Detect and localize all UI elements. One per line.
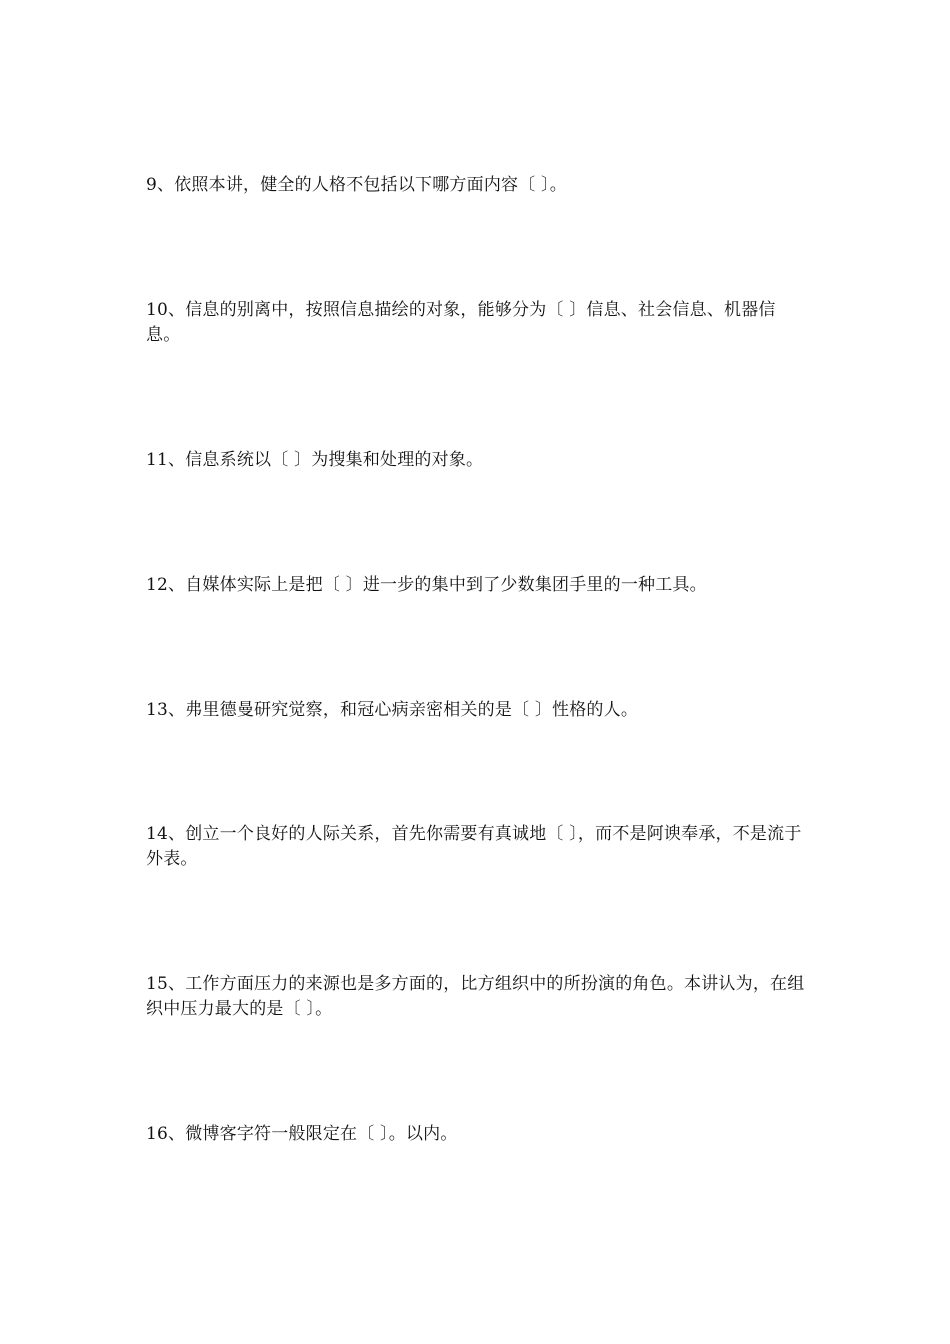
question-11: 11、信息系统以〔 〕为搜集和处理的对象。	[146, 450, 484, 470]
question-9: 9、依照本讲，健全的人格不包括以下哪方面内容〔 〕。	[146, 175, 567, 195]
question-16: 16、微博客字符一般限定在〔 〕。以内。	[146, 1124, 458, 1144]
question-13: 13、弗里德曼研究觉察，和冠心病亲密相关的是〔 〕性格的人。	[146, 700, 639, 720]
question-14: 14、创立一个良好的人际关系，首先你需要有真诚地〔 〕，而不是阿谀奉承，不是流于外表。	[146, 824, 802, 869]
question-12: 12、自媒体实际上是把〔 〕进一步的集中到了少数集团手里的一种工具。	[146, 575, 707, 595]
question-15: 15、工作方面压力的来源也是多方面的，比方组织中的所扮演的角色。本讲认为，在组织中压力最大的是〔 〕。	[146, 974, 805, 1019]
question-10: 10、信息的别离中，按照信息描绘的对象，能够分为〔 〕信息、社会信息、机器信息。	[146, 300, 776, 345]
